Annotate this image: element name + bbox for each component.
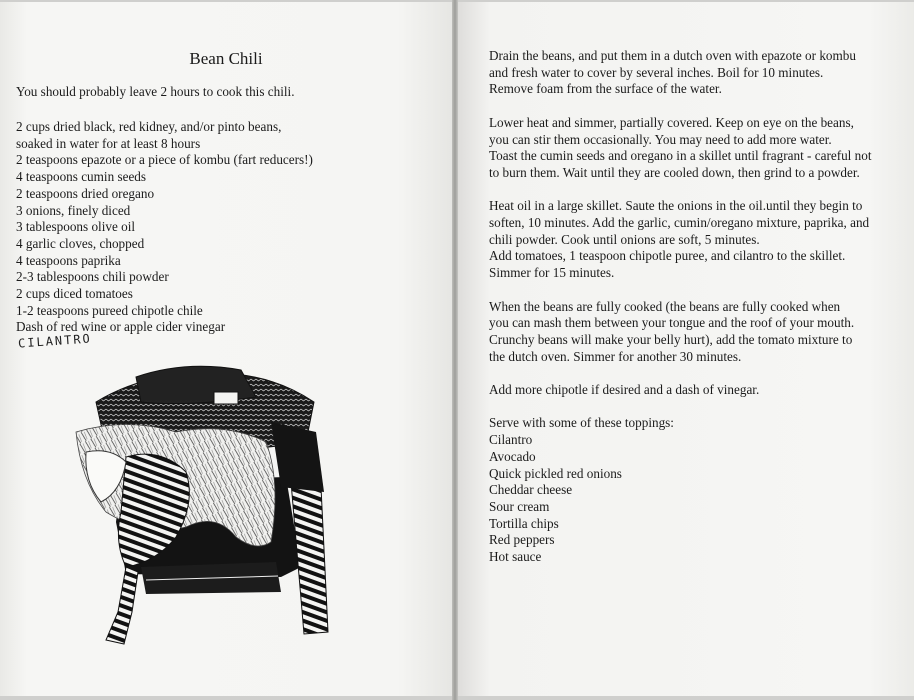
ingredient-line: 1-2 teaspoons pureed chipotle chile (16, 302, 203, 318)
instruction-paragraph (489, 198, 899, 282)
topping-item: Cilantro (489, 432, 533, 448)
instruction-paragraph (489, 48, 899, 98)
ingredient-line: soaked in water for at least 8 hours (16, 135, 201, 151)
ingredient-line: 4 teaspoons cumin seeds (16, 169, 147, 185)
instructions (489, 48, 899, 566)
instruction-line: Add more chipotle if desired and a dash of vinegar. (489, 382, 760, 397)
recipe-intro: You should probably leave 2 hours to cook this chili. (16, 84, 295, 99)
topping-item: Red peppers (489, 532, 555, 548)
ingredient-line: 2 teaspoons epazote or a piece of kombu (fart reducers!) (16, 152, 313, 168)
instruction-line: Remove foam from the surface of the water. (489, 81, 722, 97)
recipe-title: Bean Chili (189, 49, 263, 68)
instruction-line: to burn them. Wait until they are cooled down, then grind to a powder. (489, 164, 860, 180)
topping-item: Avocado (489, 448, 536, 464)
instruction-line: the dutch oven. Simmer for another 30 minutes. (489, 348, 742, 364)
instruction-line: Crunchy beans will make your belly hurt), add the tomato mixture to (489, 331, 853, 347)
ingredient-line: 4 teaspoons paprika (16, 252, 121, 268)
instruction-line: Toast the cumin seeds and oregano in a skillet until fragrant - careful not (489, 148, 872, 164)
handwritten-note: CILANTRO (17, 331, 93, 351)
instruction-line: Add tomatoes, 1 teaspoon chipotle puree, and cilantro to the skillet. (489, 248, 846, 264)
ingredient-list (16, 119, 313, 336)
topping-item: Cheddar cheese (489, 482, 573, 498)
ingredient-line: 2-3 tablespoons chili powder (16, 269, 169, 285)
instruction-paragraphs (489, 48, 899, 399)
toppings-list (489, 432, 899, 566)
instruction-paragraph (489, 115, 899, 182)
instruction-line: Simmer for 15 minutes. (489, 265, 615, 281)
instruction-line: soften, 10 minutes. Add the garlic, cumin/oregano mixture, paprika, and (489, 215, 870, 230)
ingredient-line: 4 garlic cloves, chopped (16, 235, 145, 251)
instruction-paragraph (489, 382, 899, 399)
clothes-pile-illustration (66, 362, 336, 647)
instruction-line: Drain the beans, and put them in a dutch oven with epazote or kombu (489, 48, 856, 63)
ingredient-line: 2 teaspoons dried oregano (16, 185, 155, 201)
ingredient-line: Dash of red wine or apple cider vinegar (16, 319, 226, 335)
instruction-line: When the beans are fully cooked (the beans are fully cooked when (489, 298, 841, 314)
topping-item: Tortilla chips (489, 515, 559, 531)
instruction-paragraph (489, 299, 899, 366)
instruction-line: Lower heat and simmer, partially covered. Keep on eye on the beans, (489, 114, 854, 130)
ingredient-line: 3 tablespoons olive oil (16, 219, 136, 235)
toppings-heading: Serve with some of these toppings: (489, 415, 674, 431)
ingredient-line: 2 cups dried black, red kidney, and/or pinto beans, (16, 119, 282, 134)
instruction-line: you can stir them occasionally. You may need to add more water. (489, 131, 832, 147)
instruction-line: you can mash them between your tongue and the roof of your mouth. (489, 315, 855, 331)
topping-item: Quick pickled red onions (489, 465, 622, 481)
instruction-line: and fresh water to cover by several inches. Boil for 10 minutes. (489, 64, 824, 80)
ingredient-line: 2 cups diced tomatoes (16, 286, 133, 302)
instruction-line: Heat oil in a large skillet. Saute the onions in the oil.until they begin to (489, 198, 863, 214)
topping-item: Hot sauce (489, 549, 542, 565)
topping-item: Sour cream (489, 498, 550, 514)
left-page (0, 2, 452, 696)
instruction-line: chili powder. Cook until onions are soft, 5 minutes. (489, 231, 760, 247)
right-page (458, 2, 914, 696)
ingredient-line: 3 onions, finely diced (16, 202, 131, 218)
